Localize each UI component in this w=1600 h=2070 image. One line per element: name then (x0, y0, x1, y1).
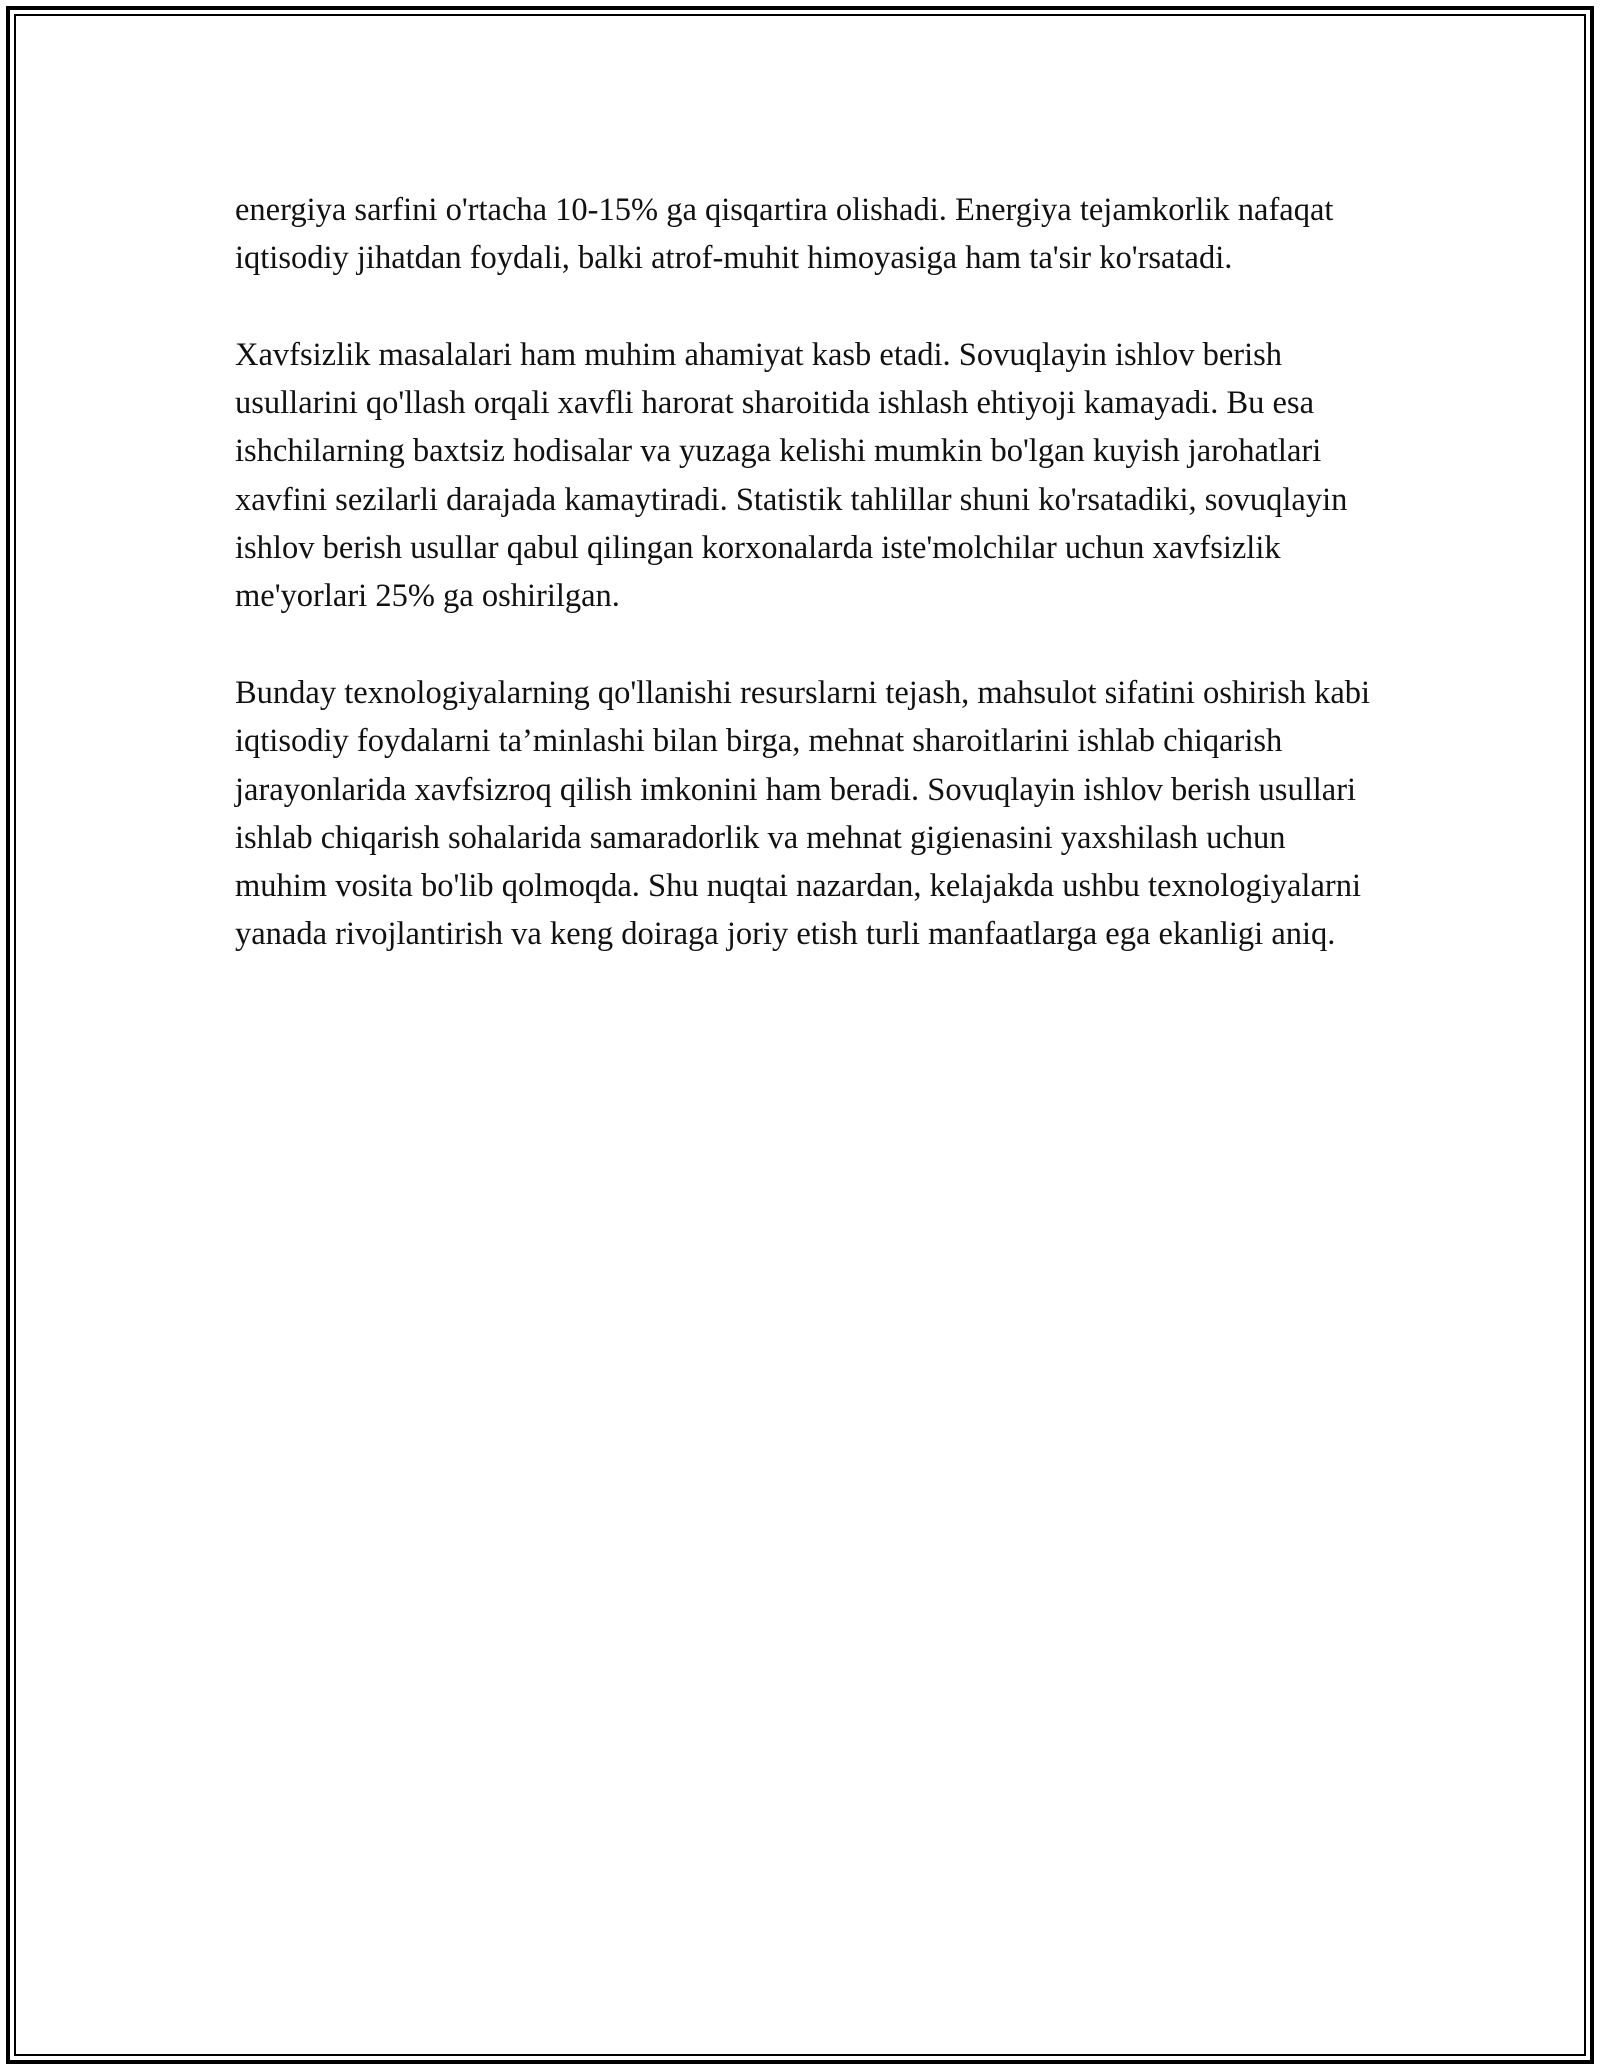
paragraph-energy-savings: energiya sarfini o'rtacha 10-15% ga qisqartira olishadi. Energiya tejamkorlik nafaqat iqtisodiy jihatdan foydali, balki atrof-muhit himoyasiga ham ta'sir ko'rsatadi. (235, 192, 1334, 277)
paragraph-safety-issues: Xavfsizlik masalalari ham muhim ahamiyat kasb etadi. Sovuqlayin ishlov berish usullarini qo'llash orqali xavfli harorat sharoitida ishlash ehtiyoji kamayadi. Bu esa ishchilarning baxtsiz hodisalar va yuzaga kelishi mumkin bo'lgan kuyish jarohatlari xavfini sezilarli darajada kamaytiradi. Statistik tahlillar shuni ko'rsatadiki, sovuqlayin ishlov berish usullar qabul qilingan korxonalarda iste'molchilar uchun xavfsizlik me'yorlari 25% ga oshirilgan. (235, 336, 1348, 615)
paragraph-conclusion: Bunday texnologiyalarning qo'llanishi resurslarni tejash, mahsulot sifatini oshirish kabi iqtisodiy foydalarni ta’minlashi bilan birga, mehnat sharoitlarini ishlab chiqarish jarayonlarida xavfsizroq qilish imkonini ham beradi. Sovuqlayin ishlov berish usullari ishlab chiqarish sohalarida samaradorlik va mehnat gigienasini yaxshilash uchun muhim vosita bo'lib qolmoqda. Shu nuqtai nazardan, kelajakda ushbu texnologiyalarni yanada rivojlantirish va keng doiraga joriy etish turli manfaatlarga ega ekanligi aniq. (235, 674, 1371, 953)
document-body (235, 186, 1385, 959)
